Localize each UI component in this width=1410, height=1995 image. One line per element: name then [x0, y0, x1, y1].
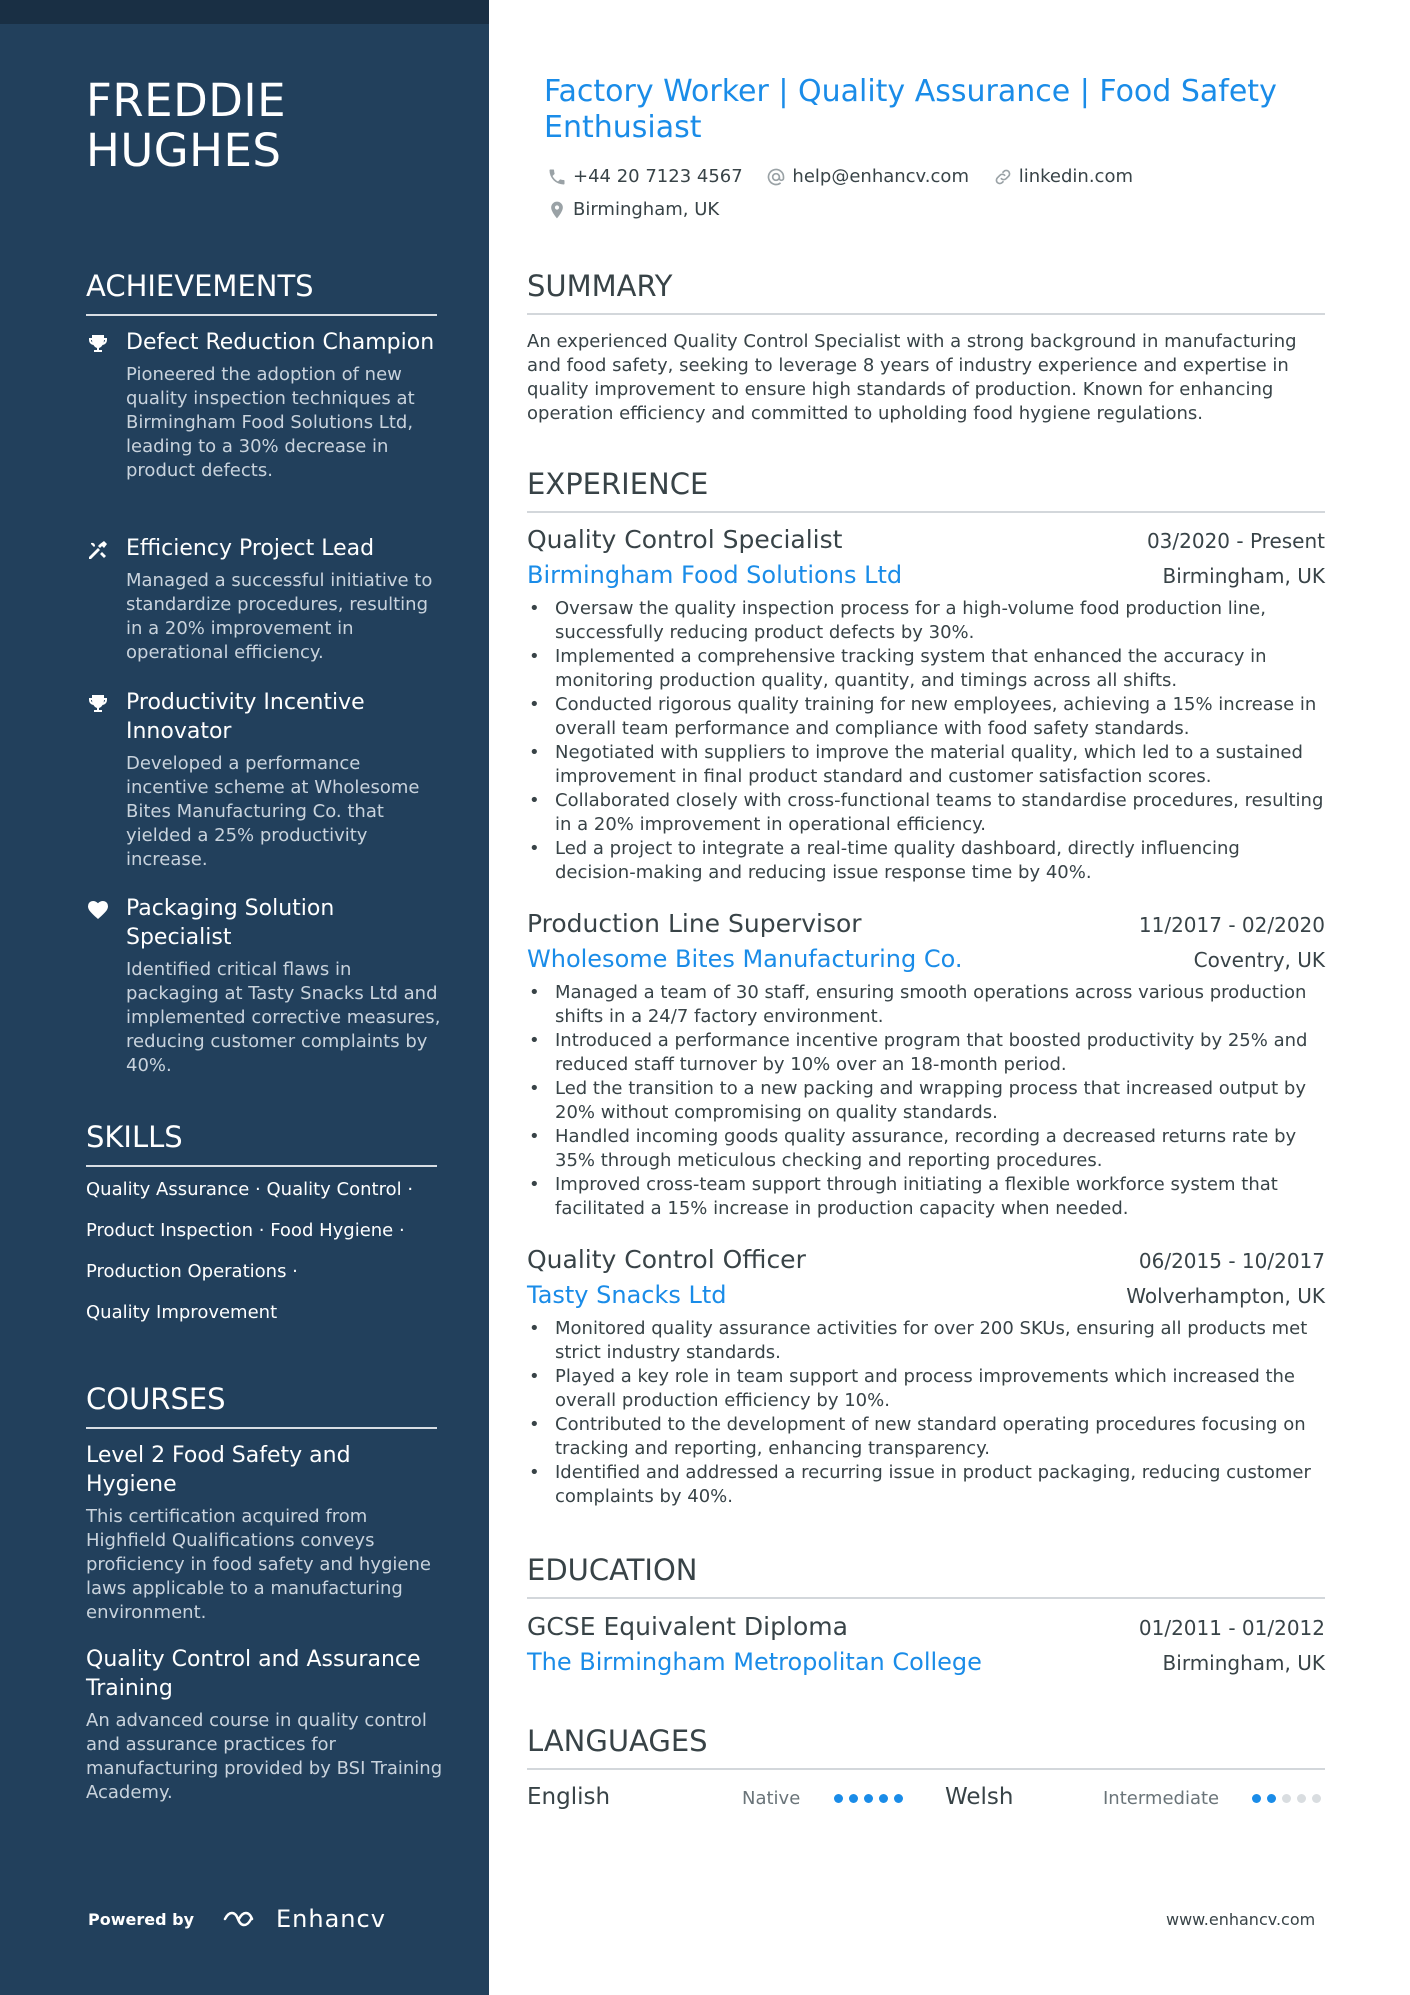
rating-dot [1297, 1794, 1306, 1803]
skill-row: Production Operations · [86, 1261, 298, 1282]
language-level: Intermediate [1103, 1788, 1220, 1809]
enhancv-logo-icon [222, 1906, 268, 1932]
course-title: Quality Control and Assurance Training [86, 1647, 421, 1701]
job-bullet: • Introduced a performance incentive program that boosted productivity by 25% and reduced staff turnover by 10% over an 18-month period. [527, 1029, 1325, 1077]
education-dates: 01/2011 - 01/2012 [1138, 1616, 1325, 1640]
course-title: Level 2 Food Safety and Hygiene [86, 1443, 351, 1497]
contact-location [547, 196, 719, 224]
rating-dot [849, 1794, 858, 1803]
tools-icon [86, 538, 110, 562]
job-bullet: • Monitored quality assurance activities for over 200 SKUs, ensuring all products met strict industry standards. [527, 1317, 1325, 1365]
rating-dot [834, 1794, 843, 1803]
job-bullet: • Contributed to the development of new standard operating procedures focusing on tracking and reporting, enhancing transparency. [527, 1413, 1325, 1461]
rating-dot [894, 1794, 903, 1803]
job-bullet: • Improved cross-team support through initiating a flexible workforce system that facilitated a 15% increase in production capacity when needed. [527, 1173, 1325, 1221]
job-bullet: • Oversaw the quality inspection process for a high-volume food production line, successfully reducing product defects by 30%. [527, 597, 1325, 645]
job-dates: 06/2015 - 10/2017 [1138, 1249, 1325, 1273]
website-link[interactable]: www.enhancv.com [1166, 1910, 1316, 1929]
job-location: Coventry, UK [1193, 948, 1325, 972]
rating-dot [1252, 1794, 1261, 1803]
achievement-desc: Developed a performance incentive scheme at Wholesome Bites Manufacturing Co. that yielded a 25% productivity increase. [126, 753, 420, 870]
contact-email[interactable] [766, 163, 969, 191]
skill-row: Quality Assurance · Quality Control · [86, 1179, 414, 1200]
summary-text: An experienced Quality Control Specialist with a strong background in manufacturing and food safety, seeking to leverage 8 years of industry experience and expertise in quality improvement to ensure high standards of production. Known for enhancing operation efficiency and committed to upholding food hygiene regulations. [527, 331, 1297, 424]
job-company: Tasty Snacks Ltd [527, 1281, 727, 1309]
contact-info [547, 163, 1307, 229]
school-name: The Birmingham Metropolitan College [527, 1648, 982, 1676]
skill-row: Quality Improvement [86, 1302, 278, 1323]
job-dates: 11/2017 - 02/2020 [1138, 913, 1325, 937]
achievement-item [86, 534, 446, 665]
rating-dot [864, 1794, 873, 1803]
contact-linkedin[interactable] [993, 163, 1133, 191]
phone-text: +44 20 7123 4567 [573, 166, 743, 187]
enhancv-logo[interactable] [222, 1905, 386, 1933]
linkedin-text: linkedin.com [1018, 166, 1133, 187]
phone-icon [547, 167, 567, 187]
job-bullet: • Played a key role in team support and process improvements which increased the overall production efficiency by 10%. [527, 1365, 1325, 1413]
powered-by [88, 1905, 386, 1933]
achievement-desc: Managed a successful initiative to standardize procedures, resulting in a 20% improvement in operational efficiency. [126, 570, 433, 663]
achievement-desc: Identified critical flaws in packaging at Tasty Snacks Ltd and implemented corrective measures, reducing customer complaints by 40%. [126, 959, 441, 1076]
heart-icon [86, 898, 110, 922]
achievement-title: Defect Reduction Champion [126, 330, 435, 355]
job-bullet: • Negotiated with suppliers to improve the material quality, which led to a sustained improvement in final product standard and customer satisfaction scores. [527, 741, 1325, 789]
degree-title: GCSE Equivalent Diploma [527, 1612, 848, 1641]
headline: Factory Worker | Quality Assurance | Food Safety Enthusiast [544, 74, 1277, 145]
language-level: Native [742, 1788, 801, 1809]
course-desc: An advanced course in quality control and assurance practices for manufacturing provided by BSI Training Academy. [86, 1710, 443, 1803]
job-bullet: • Collaborated closely with cross-functional teams to standardise procedures, resulting in a 20% improvement in operational efficiency. [527, 789, 1325, 837]
job-bullet: • Conducted rigorous quality training for new employees, achieving a 15% increase in overall team performance and compliance with food safety standards. [527, 693, 1325, 741]
job-bullet: • Managed a team of 30 staff, ensuring smooth operations across various production shifts in a 24/7 factory environment. [527, 981, 1325, 1029]
name-last: HUGHES [86, 124, 282, 177]
job-location: Wolverhampton, UK [1126, 1284, 1325, 1308]
course-item [86, 1441, 446, 1625]
languages-heading: LANGUAGES [527, 1724, 1325, 1770]
trophy-icon [86, 332, 110, 356]
trophy-icon [86, 692, 110, 716]
job-bullet: • Led the transition to a new packing and wrapping process that increased output by 20% without compromising on quality standards. [527, 1077, 1325, 1125]
skills-list [86, 1178, 446, 1342]
enhancv-logo-text: Enhancv [276, 1905, 386, 1933]
job-bullets [527, 981, 1325, 1221]
course-desc: This certification acquired from Highfield Qualifications conveys proficiency in food safety and hygiene laws applicable to a manufacturing environment. [86, 1506, 431, 1623]
email-text: help@enhancv.com [792, 166, 969, 187]
job-bullet: • Implemented a comprehensive tracking system that enhanced the accuracy in monitoring production quality, quantity, and timings across all shifts. [527, 645, 1325, 693]
experience-item [527, 523, 1325, 885]
job-bullet: • Handled incoming goods quality assurance, recording a decreased returns rate by 35% through meticulous checking and reporting procedures. [527, 1125, 1325, 1173]
location-pin-icon [547, 200, 567, 220]
job-bullets [527, 597, 1325, 885]
job-dates: 03/2020 - Present [1146, 529, 1325, 553]
name-first: FREDDIE [86, 74, 287, 127]
language-name: English [527, 1784, 611, 1810]
rating-dot [1267, 1794, 1276, 1803]
experience-item [527, 1243, 1325, 1509]
language-rating [1252, 1794, 1327, 1803]
job-company: Birmingham Food Solutions Ltd [527, 561, 903, 589]
language-name: Welsh [945, 1784, 1014, 1810]
job-title: Quality Control Specialist [527, 525, 843, 554]
achievement-title: Efficiency Project Lead [126, 536, 375, 561]
achievement-item [86, 688, 446, 872]
sidebar-top-bar [0, 0, 489, 24]
job-location: Birmingham, UK [1162, 564, 1325, 588]
skill-row: Product Inspection · Food Hygiene · [86, 1220, 405, 1241]
education-heading: EDUCATION [527, 1553, 1325, 1599]
link-icon [993, 167, 1013, 187]
experience-heading: EXPERIENCE [527, 467, 1325, 513]
achievement-item [86, 328, 446, 483]
job-bullet: • Identified and addressed a recurring issue in product packaging, reducing customer complaints by 40%. [527, 1461, 1325, 1509]
contact-phone[interactable] [547, 163, 743, 191]
achievement-desc: Pioneered the adoption of new quality inspection techniques at Birmingham Food Solutions Ltd, leading to a 30% decrease in product defects. [126, 364, 415, 481]
skills-heading: SKILLS [86, 1120, 437, 1167]
achievement-item [86, 894, 446, 1078]
languages-list [527, 1780, 1325, 1816]
language-rating [834, 1794, 909, 1803]
rating-dot [1312, 1794, 1321, 1803]
course-item [86, 1645, 446, 1805]
rating-dot [1282, 1794, 1291, 1803]
powered-by-label: Powered by [88, 1909, 194, 1929]
job-company: Wholesome Bites Manufacturing Co. [527, 945, 963, 973]
at-icon [766, 167, 786, 187]
job-title: Quality Control Officer [527, 1245, 806, 1274]
courses-heading: COURSES [86, 1382, 437, 1429]
summary-heading: SUMMARY [527, 269, 1325, 315]
achievement-title: Packaging Solution Specialist [126, 896, 335, 950]
job-title: Production Line Supervisor [527, 909, 862, 938]
rating-dot [879, 1794, 888, 1803]
achievements-heading: ACHIEVEMENTS [86, 269, 437, 316]
sidebar [0, 0, 489, 1995]
experience-item [527, 907, 1325, 1221]
school-location: Birmingham, UK [1162, 1651, 1325, 1675]
candidate-name [86, 76, 286, 176]
job-bullet: • Led a project to integrate a real-time quality dashboard, directly influencing decision-making and reducing issue response time by 40%. [527, 837, 1325, 885]
achievement-title: Productivity Incentive Innovator [126, 690, 365, 744]
location-text: Birmingham, UK [573, 199, 720, 220]
job-bullets [527, 1317, 1325, 1509]
education-item [527, 1610, 1325, 1680]
